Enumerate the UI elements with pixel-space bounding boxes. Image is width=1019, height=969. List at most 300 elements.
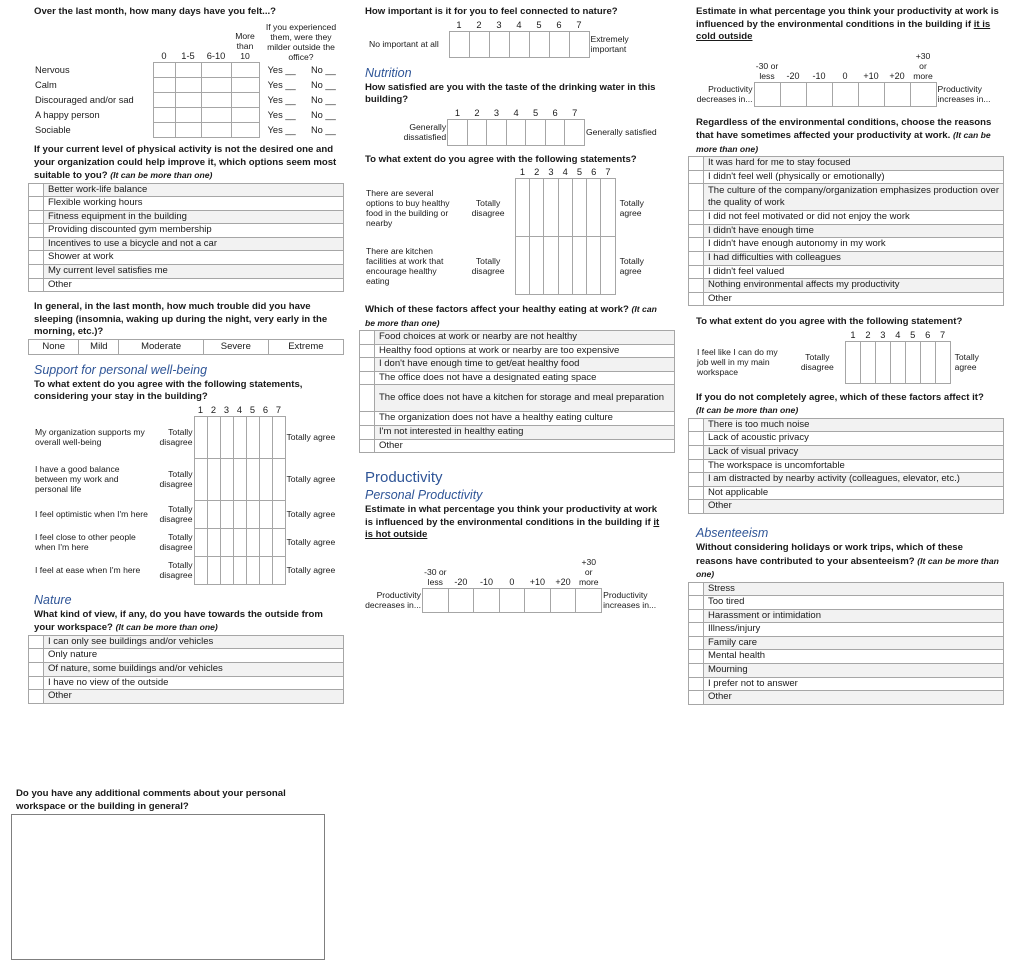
likert-box[interactable] (207, 416, 220, 458)
question-cold-text: Estimate in what percentage you think your productivity at work is influenced by the environmental conditions in the building if (696, 6, 999, 30)
likert-box[interactable] (259, 416, 272, 458)
section-heading-absenteeism: Absenteeism (696, 526, 769, 540)
list-item[interactable] (689, 184, 1004, 211)
option-label: I didn't have enough autonomy in my work (704, 238, 1004, 252)
scale-box[interactable] (506, 119, 526, 145)
checkbox[interactable] (29, 237, 44, 251)
question-affect-factors (696, 392, 1002, 418)
list-item[interactable] (689, 500, 1004, 514)
no-option[interactable]: No __ (310, 95, 336, 105)
likert-box[interactable] (220, 416, 233, 458)
checkbox[interactable] (689, 265, 704, 279)
checkbox[interactable] (29, 676, 44, 690)
question-comments: Do you have any additional comments about your personal workspace or the building in general? (16, 788, 286, 812)
checkbox[interactable] (360, 331, 375, 345)
likert-box[interactable] (587, 179, 601, 237)
checkbox[interactable] (689, 609, 704, 623)
list-item[interactable] (360, 385, 675, 412)
list-item[interactable] (689, 265, 1004, 279)
scale-box[interactable] (448, 119, 468, 145)
yes-option[interactable]: Yes __ (267, 95, 296, 105)
statement: I have a good balance between my work and personal life (35, 464, 120, 495)
checkbox[interactable] (689, 650, 704, 664)
days-checkbox[interactable] (175, 123, 201, 138)
list-item[interactable] (29, 224, 344, 238)
likert-box[interactable] (246, 500, 259, 528)
checkbox[interactable] (29, 278, 44, 292)
scale-label: 2 (474, 107, 480, 118)
likert-row (365, 179, 665, 237)
likert-box[interactable] (233, 500, 246, 528)
list-item[interactable] (689, 582, 1004, 596)
list-item[interactable] (689, 157, 1004, 171)
likert-box[interactable] (207, 528, 220, 556)
checkbox[interactable] (689, 664, 704, 678)
scale-label: 2 (534, 167, 540, 177)
likert-box[interactable] (935, 341, 950, 383)
likert-box[interactable] (890, 341, 905, 383)
checkbox[interactable] (29, 197, 44, 211)
prod-increase-label: Productivity increases in... (603, 590, 657, 611)
option-label: Healthy food options at work or nearby are too expensive (375, 344, 675, 358)
scale-box[interactable] (449, 31, 469, 57)
list-item[interactable] (29, 676, 344, 690)
list-item[interactable] (689, 224, 1004, 238)
list-item[interactable] (689, 170, 1004, 184)
likert-box[interactable] (875, 341, 890, 383)
pct-box[interactable] (754, 82, 780, 106)
pct-box[interactable] (576, 588, 602, 612)
no-option[interactable]: No __ (310, 125, 336, 135)
pct-label: -10 (812, 70, 826, 81)
checkbox[interactable] (689, 596, 704, 610)
section-heading-personal-productivity: Personal Productivity (365, 488, 483, 503)
list-item[interactable] (689, 292, 1004, 306)
checkbox[interactable] (29, 183, 44, 197)
scale-label: 4 (895, 329, 901, 340)
list-item[interactable] (689, 459, 1004, 473)
days-felt-table (34, 21, 343, 139)
sleep-option[interactable]: None (29, 339, 79, 354)
checkbox[interactable] (689, 279, 704, 293)
likert-box[interactable] (220, 500, 233, 528)
pct-box[interactable] (806, 82, 832, 106)
list-item[interactable] (689, 251, 1004, 265)
pct-box[interactable] (525, 588, 551, 612)
likert-box[interactable] (194, 556, 207, 584)
days-header-3: More than 10 (235, 31, 255, 61)
nature-scale (365, 19, 651, 58)
checkbox[interactable] (360, 385, 375, 412)
days-checkbox[interactable] (153, 63, 175, 78)
list-item[interactable] (29, 662, 344, 676)
yes-option[interactable]: Yes __ (267, 125, 296, 135)
list-item[interactable] (29, 278, 344, 292)
list-item[interactable] (360, 412, 675, 426)
list-item[interactable] (689, 609, 1004, 623)
pct-label: +30 or more (913, 50, 933, 81)
likert-row (34, 416, 339, 458)
pct-label: -20 (786, 70, 800, 81)
section-heading-nature: Nature (34, 592, 72, 607)
checkbox[interactable] (360, 425, 375, 439)
list-item[interactable] (360, 358, 675, 372)
scale-box[interactable] (569, 31, 589, 57)
days-checkbox[interactable] (231, 108, 259, 123)
checkbox[interactable] (689, 292, 704, 306)
likert-box[interactable] (905, 341, 920, 383)
days-checkbox[interactable] (201, 78, 231, 93)
pct-box[interactable] (832, 82, 858, 106)
question-absent-text: Without considering holidays or work trips, which of these reasons have contributed to your absenteeism? (696, 542, 963, 567)
section-heading-nutrition: Nutrition (365, 65, 412, 80)
question-productivity-reasons (696, 117, 1002, 157)
yes-option[interactable]: Yes __ (267, 80, 296, 90)
agree-label: Totally agree (286, 509, 336, 520)
days-checkbox[interactable] (175, 63, 201, 78)
option-label: I can only see buildings and/or vehicles (44, 635, 344, 649)
likert-box[interactable] (846, 341, 861, 383)
option-label: I'm not interested in healthy eating (375, 425, 675, 439)
option-label: I prefer not to answer (704, 677, 1004, 691)
sleep-option[interactable]: Extreme (268, 339, 343, 354)
checkbox[interactable] (689, 238, 704, 252)
option-label: I didn't feel well (physically or emotionally) (704, 170, 1004, 184)
days-checkbox[interactable] (231, 123, 259, 138)
scale-box[interactable] (526, 119, 546, 145)
scale-label: 2 (865, 329, 871, 340)
pct-box[interactable] (474, 588, 500, 612)
days-checkbox[interactable] (153, 108, 175, 123)
question-eating-factors-text: Which of these factors affect your healthy eating at work? (365, 304, 629, 315)
list-item[interactable] (689, 418, 1004, 432)
days-checkbox[interactable] (175, 78, 201, 93)
likert-box[interactable] (194, 528, 207, 556)
list-item[interactable] (689, 279, 1004, 293)
days-checkbox[interactable] (175, 108, 201, 123)
prod-increase-label: Productivity increases in... (937, 84, 991, 104)
days-row (34, 93, 343, 108)
checkbox[interactable] (689, 446, 704, 460)
checkbox[interactable] (689, 486, 704, 500)
checkbox[interactable] (29, 690, 44, 704)
likert-box[interactable] (233, 556, 246, 584)
pct-box[interactable] (499, 588, 524, 612)
checkbox[interactable] (29, 265, 44, 279)
scale-box[interactable] (489, 31, 509, 57)
list-item[interactable] (29, 237, 344, 251)
days-checkbox[interactable] (201, 123, 231, 138)
checkbox[interactable] (29, 635, 44, 649)
pct-box[interactable] (448, 588, 474, 612)
checkbox[interactable] (689, 251, 704, 265)
reasons-checklist (688, 156, 1004, 306)
likert-box[interactable] (246, 416, 259, 458)
likert-box[interactable] (515, 237, 529, 295)
likert-box[interactable] (572, 237, 586, 295)
option-label: Food choices at work or nearby are not healthy (375, 331, 675, 345)
option-label: The office does not have a designated eating space (375, 371, 675, 385)
prod-decrease-label: Productivity decreases in... (365, 590, 421, 611)
list-item[interactable] (360, 371, 675, 385)
likert-box[interactable] (220, 458, 233, 500)
checkbox[interactable] (360, 371, 375, 385)
pct-box[interactable] (858, 82, 884, 106)
likert-box[interactable] (246, 556, 259, 584)
checkbox[interactable] (689, 582, 704, 596)
no-option[interactable]: No __ (310, 80, 336, 90)
list-item[interactable] (29, 197, 344, 211)
days-checkbox[interactable] (231, 63, 259, 78)
likert-row (34, 556, 339, 584)
statement: I feel close to other people when I'm here (35, 532, 136, 553)
days-row-label: Sociable (35, 125, 71, 135)
likert-box[interactable] (272, 416, 285, 458)
agree-label: Totally agree (286, 474, 336, 485)
checkbox[interactable] (689, 224, 704, 238)
pct-label: +30 or more (578, 556, 599, 587)
list-item[interactable] (360, 344, 675, 358)
likert-box[interactable] (601, 237, 615, 295)
list-item[interactable] (360, 425, 675, 439)
checkbox[interactable] (29, 210, 44, 224)
days-checkbox[interactable] (153, 93, 175, 108)
option-label: Incentives to use a bicycle and not a car (44, 237, 344, 251)
no-option[interactable]: No __ (310, 65, 336, 75)
list-item[interactable] (29, 251, 344, 265)
likert-box[interactable] (220, 556, 233, 584)
scale-box[interactable] (487, 119, 507, 145)
pct-box[interactable] (550, 588, 576, 612)
scale-label: 5 (910, 329, 916, 340)
checkbox[interactable] (29, 251, 44, 265)
statement-likert (696, 329, 1002, 384)
likert-box[interactable] (259, 556, 272, 584)
question-hot-condition: it is hot outside (365, 516, 660, 541)
list-item[interactable] (29, 265, 344, 279)
days-row (34, 123, 343, 138)
pct-box[interactable] (422, 588, 448, 612)
scale-label: 3 (496, 19, 502, 30)
checkbox[interactable] (689, 623, 704, 637)
list-item[interactable] (689, 623, 1004, 637)
likert-box[interactable] (233, 528, 246, 556)
question-view (34, 609, 344, 635)
comments-box[interactable] (11, 814, 325, 960)
likert-box[interactable] (601, 179, 615, 237)
days-checkbox[interactable] (153, 123, 175, 138)
checkbox[interactable] (689, 636, 704, 650)
list-item[interactable] (29, 183, 344, 197)
checkbox[interactable] (689, 170, 704, 184)
likert-box[interactable] (194, 458, 207, 500)
likert-box[interactable] (544, 237, 558, 295)
yes-option[interactable]: Yes __ (267, 110, 296, 120)
days-checkbox[interactable] (201, 108, 231, 123)
checkbox[interactable] (689, 473, 704, 487)
likert-box[interactable] (246, 458, 259, 500)
sleep-option[interactable]: Moderate (119, 339, 204, 354)
likert-row (34, 528, 339, 556)
likert-box[interactable] (530, 179, 544, 237)
scale-label: 3 (223, 404, 230, 415)
list-item[interactable] (689, 238, 1004, 252)
option-label: Other (704, 292, 1004, 306)
option-label: My current level satisfies me (44, 265, 344, 279)
checkbox[interactable] (360, 439, 375, 453)
likert-box[interactable] (233, 458, 246, 500)
sleep-option[interactable]: Mild (79, 339, 119, 354)
pct-box[interactable] (780, 82, 806, 106)
list-item[interactable] (360, 331, 675, 345)
multi-note: (It can be more than one) (115, 622, 218, 633)
scale-box[interactable] (549, 31, 569, 57)
likert-box[interactable] (272, 528, 285, 556)
agree-label: Totally agree (286, 432, 336, 443)
checkbox[interactable] (29, 649, 44, 663)
likert-box[interactable] (587, 237, 601, 295)
scale-high-label: Generally satisfied (585, 127, 657, 137)
checkbox[interactable] (689, 459, 704, 473)
option-label: The workspace is uncomfortable (704, 459, 1004, 473)
checkbox[interactable] (29, 224, 44, 238)
option-label: The culture of the company/organization emphasizes production over the quality of work (704, 184, 1004, 211)
checkbox[interactable] (689, 432, 704, 446)
disagree-label: Totally disagree (471, 255, 505, 276)
scale-box[interactable] (509, 31, 529, 57)
checkbox[interactable] (689, 677, 704, 691)
checkbox[interactable] (689, 157, 704, 171)
question-nature-connection: How important is it for you to feel connected to nature? (365, 6, 618, 17)
days-checkbox[interactable] (231, 78, 259, 93)
list-item[interactable] (29, 649, 344, 663)
pct-box[interactable] (884, 82, 910, 106)
likert-box[interactable] (272, 500, 285, 528)
agree-label: Totally agree (286, 537, 336, 548)
sleep-option[interactable]: Severe (203, 339, 268, 354)
checkbox[interactable] (689, 184, 704, 211)
likert-box[interactable] (207, 458, 220, 500)
option-label: I have no view of the outside (44, 676, 344, 690)
days-checkbox[interactable] (175, 93, 201, 108)
likert-box[interactable] (272, 458, 285, 500)
checkbox[interactable] (689, 211, 704, 225)
list-item[interactable] (29, 210, 344, 224)
scale-label: 1 (850, 329, 856, 340)
likert-box[interactable] (246, 528, 259, 556)
checkbox[interactable] (689, 418, 704, 432)
checkbox[interactable] (689, 691, 704, 705)
option-label: I don't have enough time to get/eat healthy food (375, 358, 675, 372)
no-option[interactable]: No __ (310, 110, 336, 120)
list-item[interactable] (689, 211, 1004, 225)
checkbox[interactable] (360, 358, 375, 372)
likert-box[interactable] (194, 500, 207, 528)
scale-label: 7 (605, 167, 611, 177)
likert-box[interactable] (259, 500, 272, 528)
list-item[interactable] (689, 677, 1004, 691)
days-checkbox[interactable] (231, 93, 259, 108)
scale-box[interactable] (565, 119, 585, 145)
likert-box[interactable] (558, 179, 572, 237)
list-item[interactable] (689, 473, 1004, 487)
likert-box[interactable] (207, 556, 220, 584)
pct-label: -30 or less (424, 566, 447, 587)
likert-box[interactable] (572, 179, 586, 237)
checkbox[interactable] (29, 662, 44, 676)
list-item[interactable] (29, 635, 344, 649)
option-label: Harassment or intimidation (704, 609, 1004, 623)
likert-box[interactable] (515, 179, 529, 237)
list-item[interactable] (689, 596, 1004, 610)
days-checkbox[interactable] (201, 93, 231, 108)
days-row-label: A happy person (35, 110, 100, 120)
checkbox[interactable] (360, 344, 375, 358)
scale-box[interactable] (469, 31, 489, 57)
likert-box[interactable] (220, 528, 233, 556)
list-item[interactable] (689, 691, 1004, 705)
scale-box[interactable] (529, 31, 549, 57)
likert-box[interactable] (194, 416, 207, 458)
scale-label: 3 (548, 167, 554, 177)
likert-box[interactable] (233, 416, 246, 458)
likert-box[interactable] (544, 179, 558, 237)
list-item[interactable] (689, 446, 1004, 460)
pct-box[interactable] (910, 82, 936, 106)
question-water: How satisfied are you with the taste of the drinking water in this building? (365, 81, 656, 105)
likert-box[interactable] (860, 341, 875, 383)
likert-box[interactable] (920, 341, 935, 383)
option-label: Lack of acoustic privacy (704, 432, 1004, 446)
likert-box[interactable] (272, 556, 285, 584)
days-checkbox[interactable] (153, 78, 175, 93)
scale-box[interactable] (545, 119, 565, 145)
list-item[interactable] (689, 664, 1004, 678)
scale-box[interactable] (467, 119, 487, 145)
question-eating-factors (365, 303, 665, 330)
checkbox[interactable] (689, 500, 704, 514)
days-header-0: 0 (161, 51, 167, 61)
likert-box[interactable] (259, 458, 272, 500)
checkbox[interactable] (360, 412, 375, 426)
scale-label: 5 (249, 404, 256, 415)
days-header-1: 1-5 (181, 51, 195, 61)
likert-box[interactable] (207, 500, 220, 528)
list-item[interactable] (689, 636, 1004, 650)
option-label: Not applicable (704, 486, 1004, 500)
multi-note: (It can be more than one) (365, 304, 657, 328)
days-header-2: 6-10 (206, 51, 226, 61)
likert-box[interactable] (259, 528, 272, 556)
likert-box[interactable] (530, 237, 544, 295)
disagree-label: Totally disagree (159, 427, 193, 448)
option-label: Better work-life balance (44, 183, 344, 197)
likert-box[interactable] (558, 237, 572, 295)
yes-option[interactable]: Yes __ (267, 65, 296, 75)
scale-label: 6 (556, 19, 562, 30)
list-item[interactable] (360, 439, 675, 453)
list-item[interactable] (689, 650, 1004, 664)
list-item[interactable] (689, 432, 1004, 446)
disagree-label: Totally disagree (159, 504, 193, 525)
multi-note: (It can be more than one) (696, 130, 991, 154)
list-item[interactable] (689, 486, 1004, 500)
multi-note: (It can be more than one) (110, 170, 213, 180)
list-item[interactable] (29, 690, 344, 704)
days-checkbox[interactable] (201, 63, 231, 78)
scale-label: 3 (880, 329, 886, 340)
question-physical-activity (34, 144, 344, 183)
